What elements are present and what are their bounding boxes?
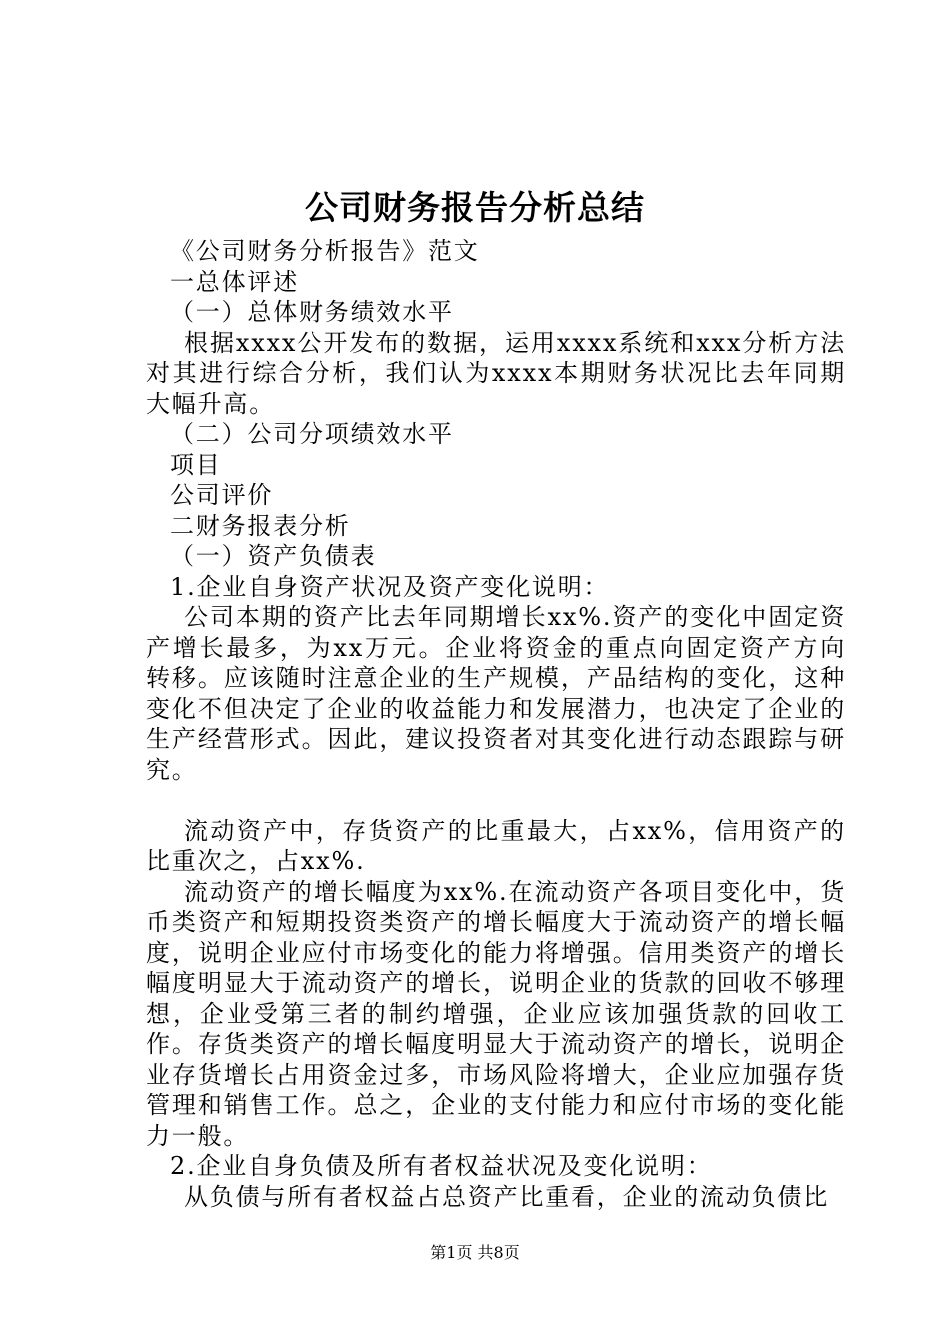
- document-body: [146, 236, 846, 1212]
- heading-overall-review: 一总体评述: [170, 267, 299, 296]
- paragraph-subtitle: 《公司财务分析报告》范文: [170, 237, 480, 265]
- paragraph-current-assets-growth: 流动资产的增长幅度为xx%.在流动资产各项目变化中，货币类资产和短期投资类资产的增长幅度大于流动资产的增长幅度，说明企业应付市场变化的能力将增强。信用类资产的增长幅度明显大于流动资产的增长，说明企业的货款的回收不够理想，企业受第三者的制约增强，企业应该加强货款的回收工作。存货类资产的增长幅度明显大于流动资产的增长，说明企业存货增长占用资金过多，市场风险将增大，企业应加强存货管理和销售工作。总之，企业的支付能力和应付市场的变化能力一般。: [146, 877, 846, 1150]
- paragraph-current-assets: 流动资产中，存货资产的比重最大，占xx%，信用资产的比重次之，占xx%.: [146, 816, 846, 875]
- heading-liabilities-status: 2.企业自身负债及所有者权益状况及变化说明：: [170, 1152, 713, 1180]
- paragraph-overall-analysis: 根据xxxx公开发布的数据，运用xxxx系统和xxx分析方法对其进行综合分析，我们认为xxxx本期财务状况比去年同期大幅升高。: [146, 328, 846, 418]
- heading-asset-status: 1.企业自身资产状况及资产变化说明：: [170, 572, 610, 601]
- page-number-footer: 第1页 共8页: [430, 1243, 520, 1262]
- paragraph-gap: [146, 785, 846, 816]
- heading-balance-sheet: （一）资产负债表: [170, 542, 377, 570]
- heading-item-performance: （二）公司分项绩效水平: [170, 420, 454, 448]
- document-title: 公司财务报告分析总结: [305, 188, 645, 227]
- heading-overall-performance: （一）总体财务绩效水平: [170, 298, 454, 326]
- heading-statement-analysis: 二财务报表分析: [170, 511, 351, 540]
- paragraph-asset-change: 公司本期的资产比去年同期增长xx%.资产的变化中固定资产增长最多，为xx万元。企业将资金的重点向固定资产方向转移。应该随时注意企业的生产规模，产品结构的变化，这种变化不但决定了企业的收益能力和发展潜力，也决定了企业的生产经营形式。因此，建议投资者对其变化进行动态跟踪与研究。: [146, 603, 846, 784]
- label-company-evaluation: 公司评价: [170, 481, 274, 509]
- label-project: 项目: [170, 450, 222, 479]
- paragraph-liabilities-ratio: 从负债与所有者权益占总资产比重看，企业的流动负债比: [184, 1182, 829, 1211]
